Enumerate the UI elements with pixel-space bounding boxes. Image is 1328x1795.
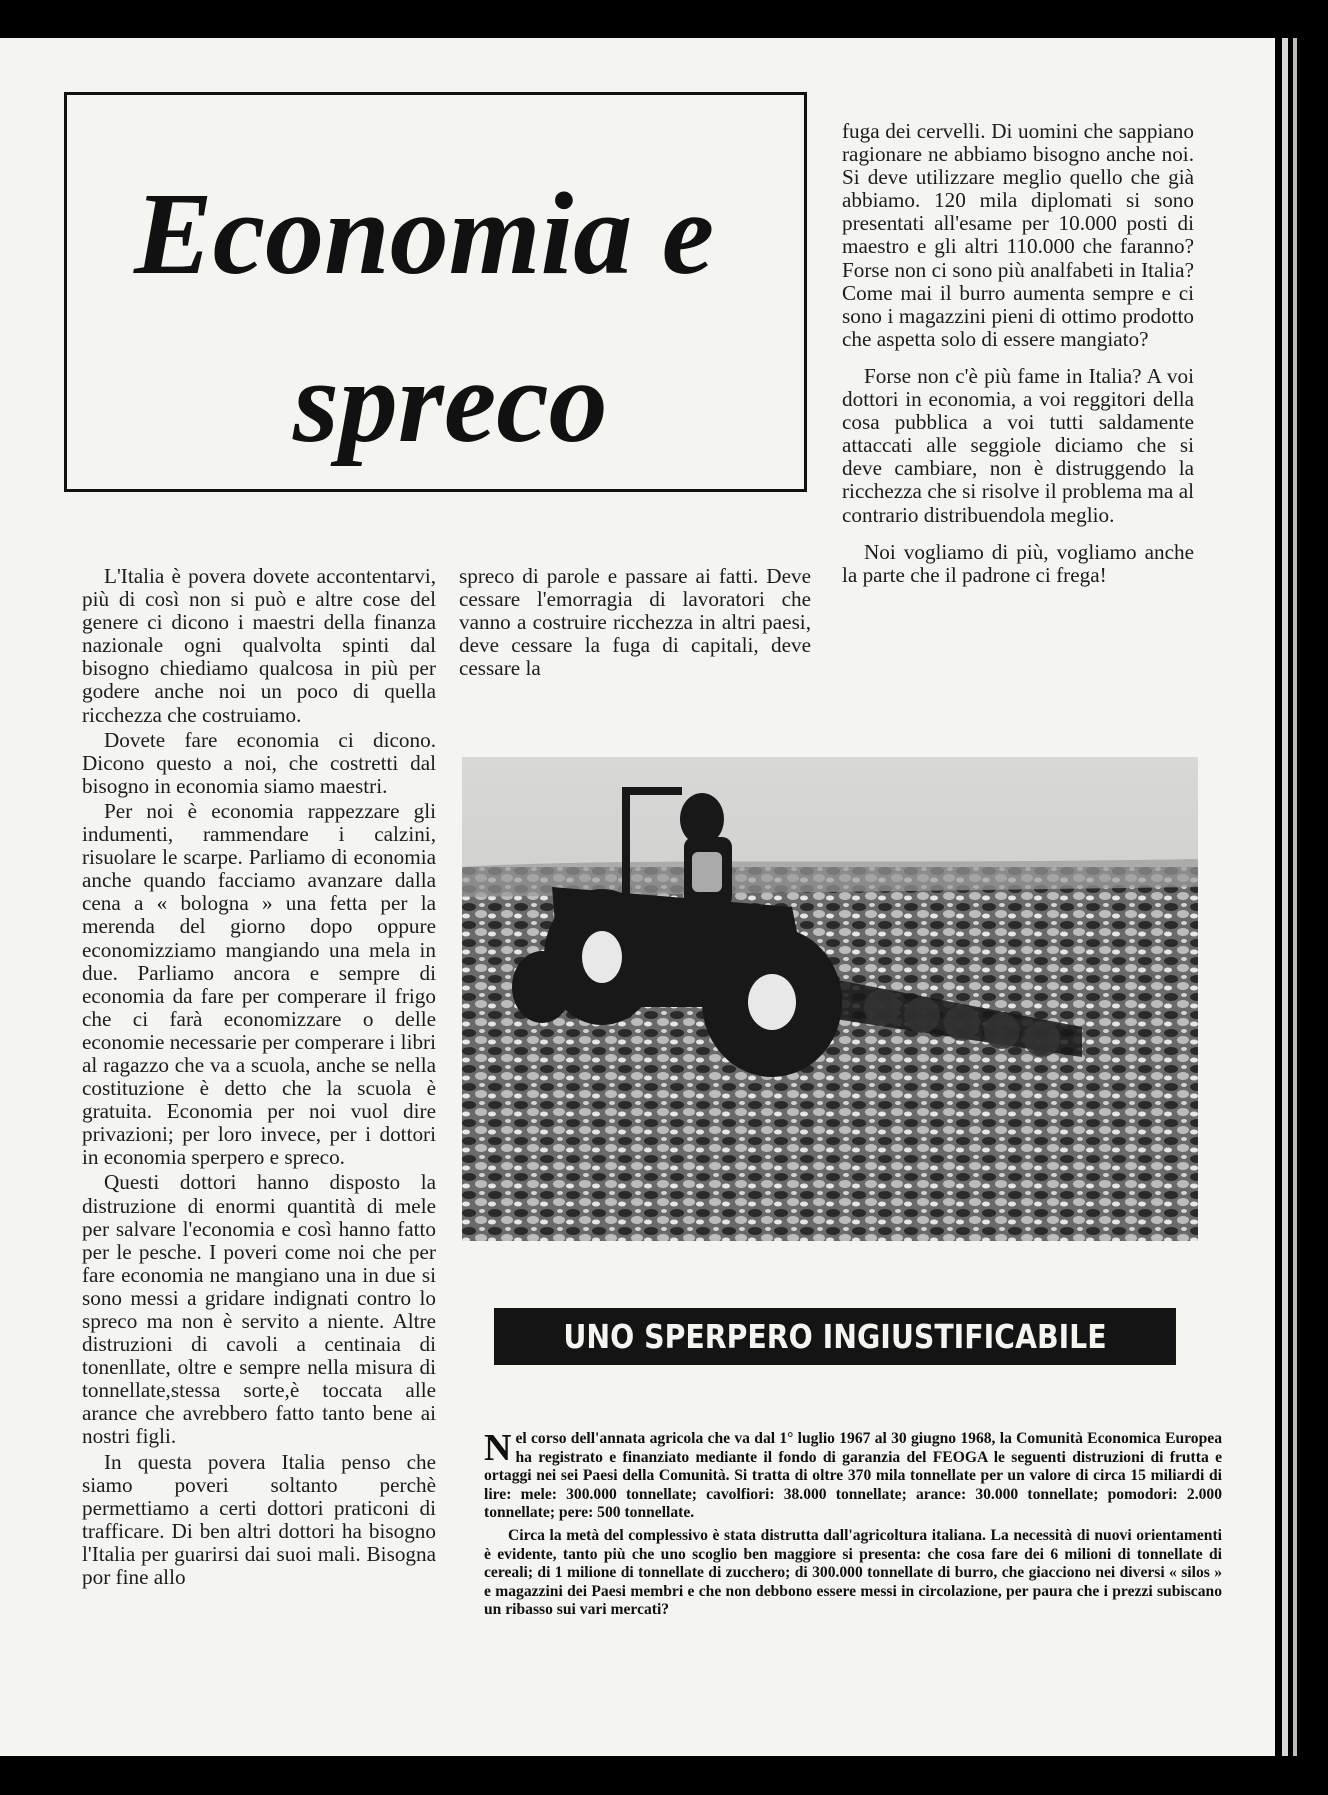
paragraph: Dovete fare economia ci dicono. Dicono questo a noi, che costretti dal bisogno in economia siamo maestri. bbox=[82, 727, 436, 798]
paragraph: Noi vogliamo di più, vogliamo anche la parte che il padrone ci frega! bbox=[842, 539, 1194, 587]
drop-cap: N bbox=[484, 1427, 512, 1469]
page-edge bbox=[1293, 38, 1297, 1756]
title-box bbox=[64, 92, 807, 492]
sidebar-paragraph-2: Circa la metà del complessivo è stata distrutta dall'agricoltura italiana. La necessità di nuovi orientamenti è evidente, tanto più che uno scoglio ben maggiore si presenta: che cosa fare dei 6 milioni di tonnellate di cereali; di 1 milione di tonnellate di zucchero; di 300.000 tonnellate di burro, che giacciono nei diversi « silos » e magazzini dei Paesi membri e che non debbono essere messi in circolazione, per paura che i prezzi subiscano un ribasso sui vari mercati? bbox=[484, 1526, 1222, 1619]
paragraph: Forse non c'è più fame in Italia? A voi dottori in economia, a voi reggitori della cosa pubblica a voi tutti saldamente attaccati alle seggiole diciamo che si deve cambiare, non è distruggendo la ricchezza che si risolve il problema ma al contrario distribuendola meglio. bbox=[842, 363, 1194, 527]
sidebar-box bbox=[484, 1427, 1222, 1620]
page-edge bbox=[1282, 38, 1288, 1756]
sidebar-heading: UNO SPERPERO INGIUSTIFICABILE bbox=[494, 1308, 1176, 1365]
paragraph: L'Italia è povera dovete accontentarvi, più di così non si può e altre cose del genere ci dicono i maestri della finanza nazionale ogni qualvolta spinti dal bisogno chiediamo qualcosa in più per godere anche noi un poco di quella ricchezza che costruiamo. bbox=[82, 564, 436, 727]
article-column-3 bbox=[842, 120, 1194, 587]
tractor-photo bbox=[462, 757, 1198, 1241]
paragraph: fuga dei cervelli. Di uomini che sappiano ragionare ne abbiamo bisogno anche noi. Si deve utilizzare meglio quello che già abbiamo. 120 mila diplomati si sono presentati all'esame per 10.000 posti di maestro e gli altri 110.000 che faranno? Forse non ci sono più analfabeti in Italia? Come mai il burro aumenta sempre e ci sono i magazzini pieni di ottimo prodotto che aspetta solo di essere mangiato? bbox=[842, 119, 1194, 351]
title-line-1: Economia e bbox=[134, 168, 715, 299]
paragraph: spreco di parole e passare ai fatti. Deve cessare l'emorragia di lavoratori che vanno a costruire ricchezza in altri paesi, deve cessare la fuga di capitali, deve cessare la bbox=[459, 564, 811, 681]
paragraph: Per noi è economia rappezzare gli indumenti, rammendare i calzini, risuolare le scarpe. Parliamo di economia anche quando facciamo avanzare dalla cena a « bologna » una fetta per la merenda del giorno dopo oppure economizziamo mangiando una mela in due. Parliamo ancora e sempre di economia da fare per comperare il frigo che ci farà economizzare o delle economie necessarie per comperare i libri al ragazzo che va a scuola, anche se nella costituzione è detto che la scuola è gratuita. Economia per noi vuol dire privazioni; per loro invece, per i dottori in economia sperpero e spreco. bbox=[82, 798, 436, 1170]
sidebar-paragraph-1 bbox=[484, 1427, 1222, 1523]
tractor-photo-drawing bbox=[462, 757, 1198, 1241]
paragraph: In questa povera Italia penso che siamo poveri soltanto perchè permettiamo a certi dottori praticoni di trafficare. Di ben altri dottori ha bisogno l'Italia per guarirsi dai suoi mali. Bisogna por fine allo bbox=[82, 1449, 436, 1590]
paragraph: Questi dottori hanno disposto la distruzione di enormi quantità di mele per salvare l'economia e così hanno fatto per le pesche. I poveri come noi che per fare economia ne mangiano una in due si sono messi a gridare indignati contro lo spreco ma non è servito a niente. Altre distruzioni di cavoli a centinaia di tonenllate, oltre e sempre nella misura di tonnellate,stessa sorte,è toccata alle arance che avrebbero fatto tanto bene ai nostri figli. bbox=[82, 1170, 436, 1449]
article-column-1 bbox=[82, 565, 436, 1589]
sidebar-text: el corso dell'annata agricola che va dal 1° luglio 1967 al 30 giugno 1968, la Comunità Economica Europea ha registrato e finanziato mediante il fondo di garanzia del FEOGA le seguenti distruzioni di frutta e ortaggi nei sei Paesi della Comunità. Si tratta di oltre 370 mila tonnellate per un valore di circa 15 miliardi di lire: mele: 300.000 tonnellate; cavolfiori: 38.000 tonnellate; arance: 30.000 tonnellate; pomodori: 2.000 tonnellate; pere: 500 tonnellate. bbox=[484, 1430, 1222, 1522]
title-line-2: spreco bbox=[293, 336, 608, 467]
article-column-2 bbox=[459, 565, 811, 680]
